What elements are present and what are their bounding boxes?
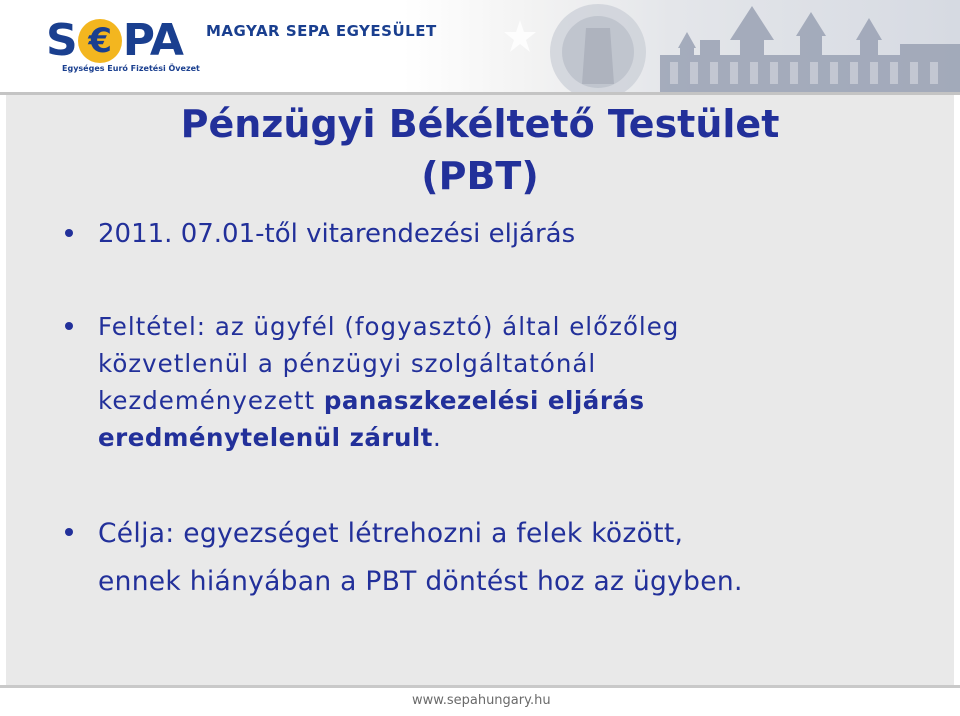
slide-title-line1: Pénzügyi Békéltető Testület bbox=[180, 102, 780, 146]
organization-name: MAGYAR SEPA EGYESÜLET bbox=[206, 22, 437, 40]
sepa-logo bbox=[46, 16, 183, 66]
bullet-line: kezdeményezett bbox=[98, 386, 324, 415]
bullet-line: ennek hiányában a PBT döntést hoz az ügyben. bbox=[98, 566, 743, 597]
bullet-item-3 bbox=[98, 510, 938, 606]
bullet-item-2 bbox=[98, 308, 938, 456]
bullet-emphasis: eredménytelenül zárult bbox=[98, 423, 433, 452]
slide-title bbox=[0, 98, 960, 202]
logo-letter-s: S bbox=[46, 15, 77, 66]
bullet-item-1 bbox=[98, 216, 938, 252]
euro-icon: € bbox=[78, 19, 122, 63]
bullet-dot-icon bbox=[65, 528, 73, 536]
bullet-line: közvetlenül a pénzügyi szolgáltatónál bbox=[98, 349, 597, 378]
bullet-dot-icon bbox=[65, 322, 73, 330]
logo-letters-pa: PA bbox=[122, 15, 183, 66]
logo-tagline: Egységes Euró Fizetési Övezet bbox=[62, 64, 200, 73]
euro-coin-icon bbox=[550, 4, 646, 92]
bullet-emphasis: panaszkezelési eljárás bbox=[323, 386, 645, 415]
bullet-line: Feltétel: az ügyfél (fogyasztó) által előzőleg bbox=[98, 312, 680, 341]
slide-title-line2: (PBT) bbox=[421, 154, 539, 198]
bullet-text: 2011. 07.01-től vitarendezési eljárás bbox=[98, 219, 576, 249]
header-banner bbox=[0, 0, 960, 92]
bullet-dot-icon bbox=[65, 229, 73, 237]
website-link[interactable]: www.sepahungary.hu bbox=[412, 693, 551, 708]
bullet-line-end: . bbox=[433, 423, 442, 452]
bullet-line: Célja: egyezséget létrehozni a felek között, bbox=[98, 518, 684, 549]
